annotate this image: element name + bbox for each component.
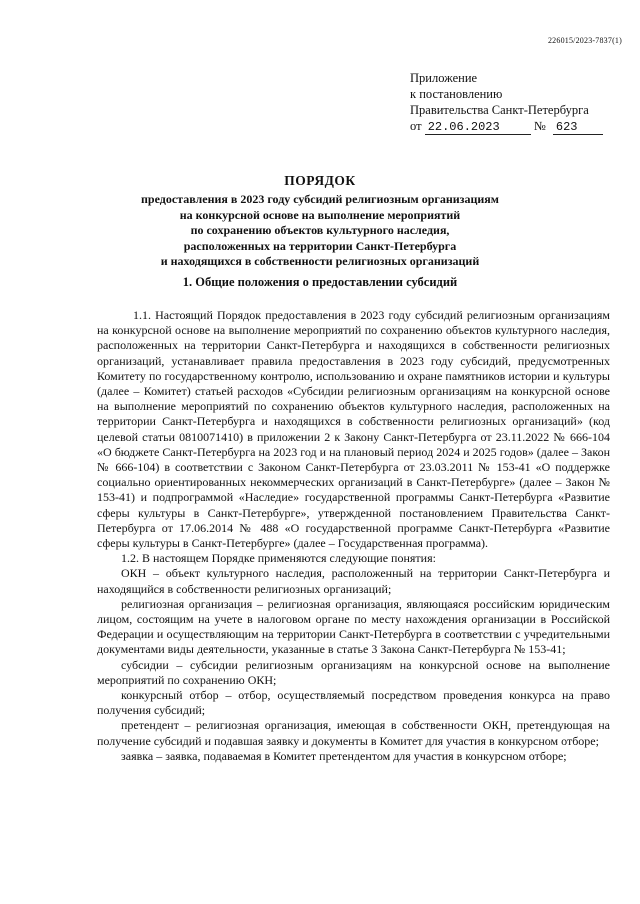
document-id: 226015/2023-7837(1) [547,36,622,45]
approval-line-government: Правительства Санкт-Петербурга [410,103,589,117]
definition-subsidies: субсидии – субсидии религиозным организациям на конкурсной основе на выполнение мероприятий по сохранению ОКН; [97,657,610,687]
document-body [97,308,610,764]
approval-line-appendix: Приложение [410,71,478,85]
paragraph-1-2: 1.2. В настоящем Порядке применяются следующие понятия: [121,551,436,566]
subtitle-line: предоставления в 2023 году субсидий религиозным организациям [141,192,499,206]
approval-date-line [410,118,603,135]
date-prefix: от [410,119,422,133]
definition-applicant: претендент – религиозная организация, имеющая в собственности ОКН, претендующая на получение субсидий и подавшая заявку и документы в Комитет для участия в конкурсном отборе; [97,718,610,748]
subtitle-line: расположенных на территории Санкт-Петербурга [183,238,457,253]
approval-block [410,70,603,135]
number-prefix: № [533,119,546,133]
definition-okn: ОКН – объект культурного наследия, расположенный на территории Санкт-Петербурга и находящийся в собственности религиозных организаций; [97,566,610,596]
section-heading: 1. Общие положения о предоставлении субсидий [182,275,458,289]
approval-date: 22.06.2023 [425,121,531,135]
document-title: ПОРЯДОК [284,173,356,188]
subtitle-line: по сохранению объектов культурного наследия, [190,223,450,237]
definition-religious-org: религиозная организация – религиозная организация, являющаяся российским юридическим лицом, состоящим на учете в налоговом органе по месту нахождения организации в Российской Федерации и осуществляющим на территории Санкт-Петербурга в соответствии с учредительными документами виды деятельности, указанные в статье 3 Закона Санкт-Петербурга № 153-41; [97,596,610,657]
subtitle-line: и находящихся в собственности религиозных организаций [160,254,480,268]
definition-application: заявка – заявка, подаваемая в Комитет претендентом для участия в конкурсном отборе; [121,748,567,763]
document-subtitle [90,192,550,270]
approval-number: 623 [553,121,603,135]
subtitle-line: на конкурсной основе на выполнение мероприятий [179,207,461,222]
definition-competitive-selection: конкурсный отбор – отбор, осуществляемый посредством проведения конкурса на право получения субсидий; [97,688,610,718]
approval-line-resolution: к постановлению [410,87,503,101]
paragraph-1-1: 1.1. Настоящий Порядок предоставления в 2023 году субсидий религиозным организациям на конкурсной основе на выполнение мероприятий по сохранению объектов культурного наследия, расположенных на территории Санкт-Петербурга и находящихся в собственности религиозных организаций, устанавливает правила предоставления в 2023 году субсидий, предусмотренных Комитету по государственному контролю, использованию и охране памятников истории и культуры (далее – Комитет) статьей расходов «Субсидии религиозным организациям на конкурсной основе на выполнение мероприятий по сохранению объектов культурного наследия, расположенных на территории Санкт-Петербурга и находящихся в собственности религиозных организаций» (код целевой статьи 0810071410) в приложении 2 к Закону Санкт-Петербурга от 23.11.2022 № 666-104 «О бюджете Санкт-Петербурга на 2023 год и на плановый период 2024 и 2025 годов» (далее – Закон № 666-104) в соответствии с Законом Санкт-Петербурга от 23.03.2011 № 153-41 «О поддержке социально ориентированных некоммерческих организаций в Санкт-Петербурге» (далее – Закон № 153-41) и подпрограммой «Наследие» государственной программы Санкт-Петербурга «Развитие сферы культуры в Санкт-Петербурге», утвержденной постановлением Правительства Санкт-Петербурга от 17.06.2014 № 488 «О государственной программе Санкт-Петербурга «Развитие сферы культуры в Санкт-Петербурге» (далее – Государственная программа). [97,308,610,551]
